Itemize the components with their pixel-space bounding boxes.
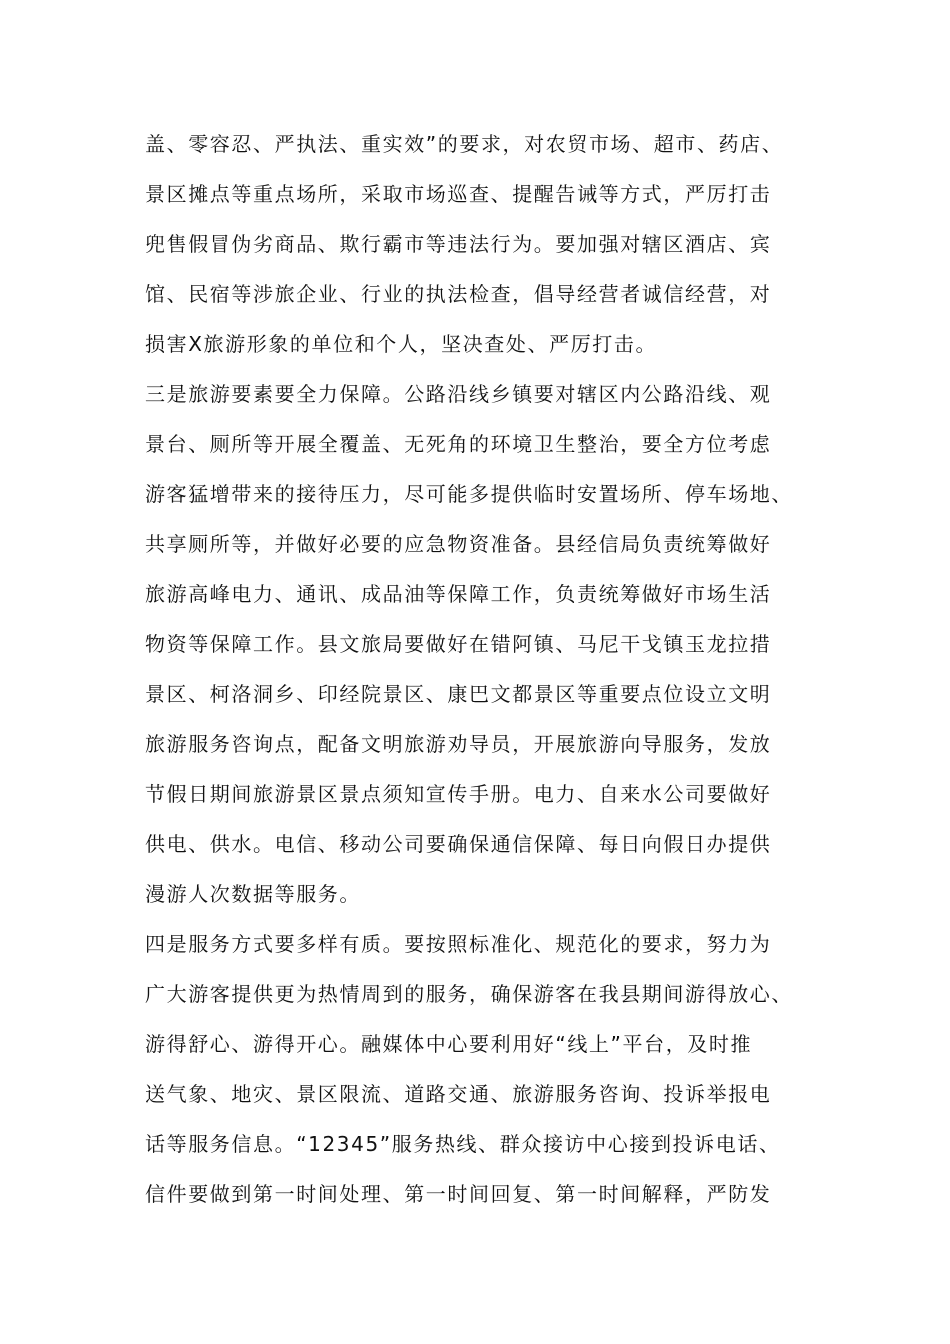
text-line: 馆、民宿等涉旅企业、行业的执法检查，倡导经营者诚信经营，对	[145, 282, 772, 306]
text-line: 广大游客提供更为热情周到的服务，确保游客在我县期间游得放心、	[145, 982, 793, 1006]
text-line: 旅游高峰电力、通讯、成品油等保障工作，负责统筹做好市场生活	[145, 582, 772, 606]
text-line: 兜售假冒伪劣商品、欺行霸市等违法行为。要加强对辖区酒店、宾	[145, 232, 772, 256]
text-line: 损害X旅游形象的单位和个人，坚决查处、严厉打击。	[145, 332, 658, 356]
text-line: 送气象、地灾、景区限流、道路交通、旅游服务咨询、投诉举报电	[145, 1082, 772, 1106]
body-text	[145, 126, 825, 1226]
text-line: 物资等保障工作。县文旅局要做好在错阿镇、马尼干戈镇玉龙拉措	[145, 632, 772, 656]
text-line: 漫游人次数据等服务。	[145, 882, 361, 906]
paragraph-heading-line: 四是服务方式要多样有质。要按照标准化、规范化的要求，努力为	[145, 932, 772, 956]
text-line: 供电、供水。电信、移动公司要确保通信保障、每日向假日办提供	[145, 832, 772, 856]
text-line: 话等服务信息。“12345”服务热线、群众接访中心接到投诉电话、	[145, 1132, 781, 1156]
text-line: 共享厕所等，并做好必要的应急物资准备。县经信局负责统筹做好	[145, 532, 772, 556]
text-line: 旅游服务咨询点，配备文明旅游劝导员，开展旅游向导服务，发放	[145, 732, 772, 756]
paragraph-heading-line: 三是旅游要素要全力保障。公路沿线乡镇要对辖区内公路沿线、观	[145, 382, 772, 406]
text-line: 游得舒心、游得开心。融媒体中心要利用好“线上”平台，及时推	[145, 1032, 753, 1056]
text-line: 游客猛增带来的接待压力，尽可能多提供临时安置场所、停车场地、	[145, 482, 793, 506]
text-line: 景区、柯洛洞乡、印经院景区、康巴文都景区等重要点位设立文明	[145, 682, 772, 706]
text-line: 盖、零容忍、严执法、重实效”的要求，对农贸市场、超市、药店、	[145, 132, 784, 156]
text-line: 景区摊点等重点场所，采取市场巡查、提醒告诫等方式，严厉打击	[145, 182, 772, 206]
text-line: 信件要做到第一时间处理、第一时间回复、第一时间解释，严防发	[145, 1182, 772, 1206]
text-line: 节假日期间旅游景区景点须知宣传手册。电力、自来水公司要做好	[145, 782, 772, 806]
text-line: 景台、厕所等开展全覆盖、无死角的环境卫生整治，要全方位考虑	[145, 432, 772, 456]
